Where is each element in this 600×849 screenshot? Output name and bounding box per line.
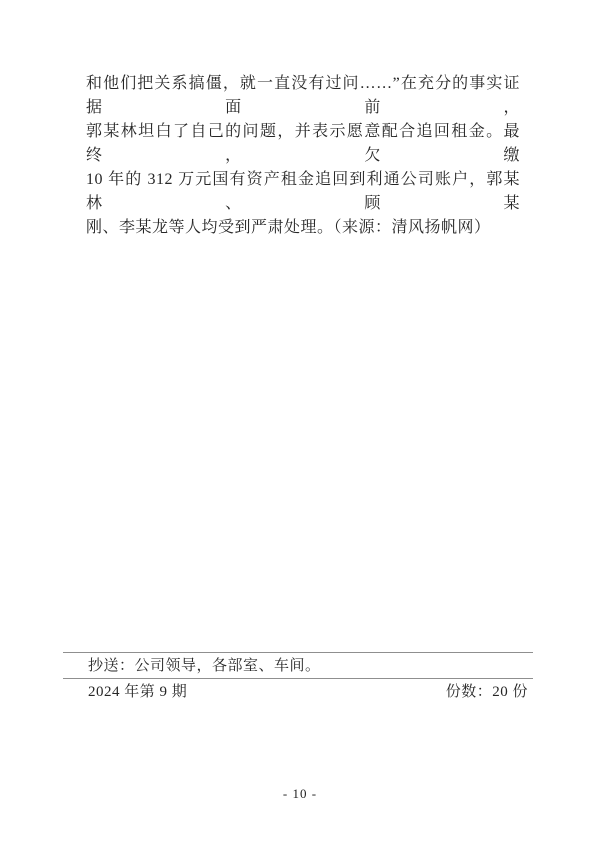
copy-to-line: 抄送：公司领导，各部室、车间。 bbox=[88, 658, 321, 674]
paragraph-line: 郭某林坦白了自己的问题，并表示愿意配合追回租金。最终，欠缴 bbox=[86, 123, 520, 164]
issue-number: 2024 年第 9 期 bbox=[88, 684, 188, 700]
paragraph-line: 10 年的 312 万元国有资产租金追回到利通公司账户，郭某林、顾某 bbox=[86, 171, 520, 212]
footer-divider-bottom bbox=[63, 678, 533, 679]
issue-line bbox=[88, 682, 528, 702]
body-paragraph bbox=[86, 72, 520, 240]
footer-divider-top bbox=[63, 652, 533, 653]
copies-count: 份数：20 份 bbox=[445, 684, 528, 700]
paragraph-line: 刚、李某龙等人均受到严肃处理。（来源：清风扬帆网） bbox=[86, 219, 491, 236]
paragraph-line: 和他们把关系搞僵，就一直没有过问……”在充分的事实证据面前， bbox=[86, 75, 520, 116]
page-number: - 10 - bbox=[282, 786, 318, 801]
